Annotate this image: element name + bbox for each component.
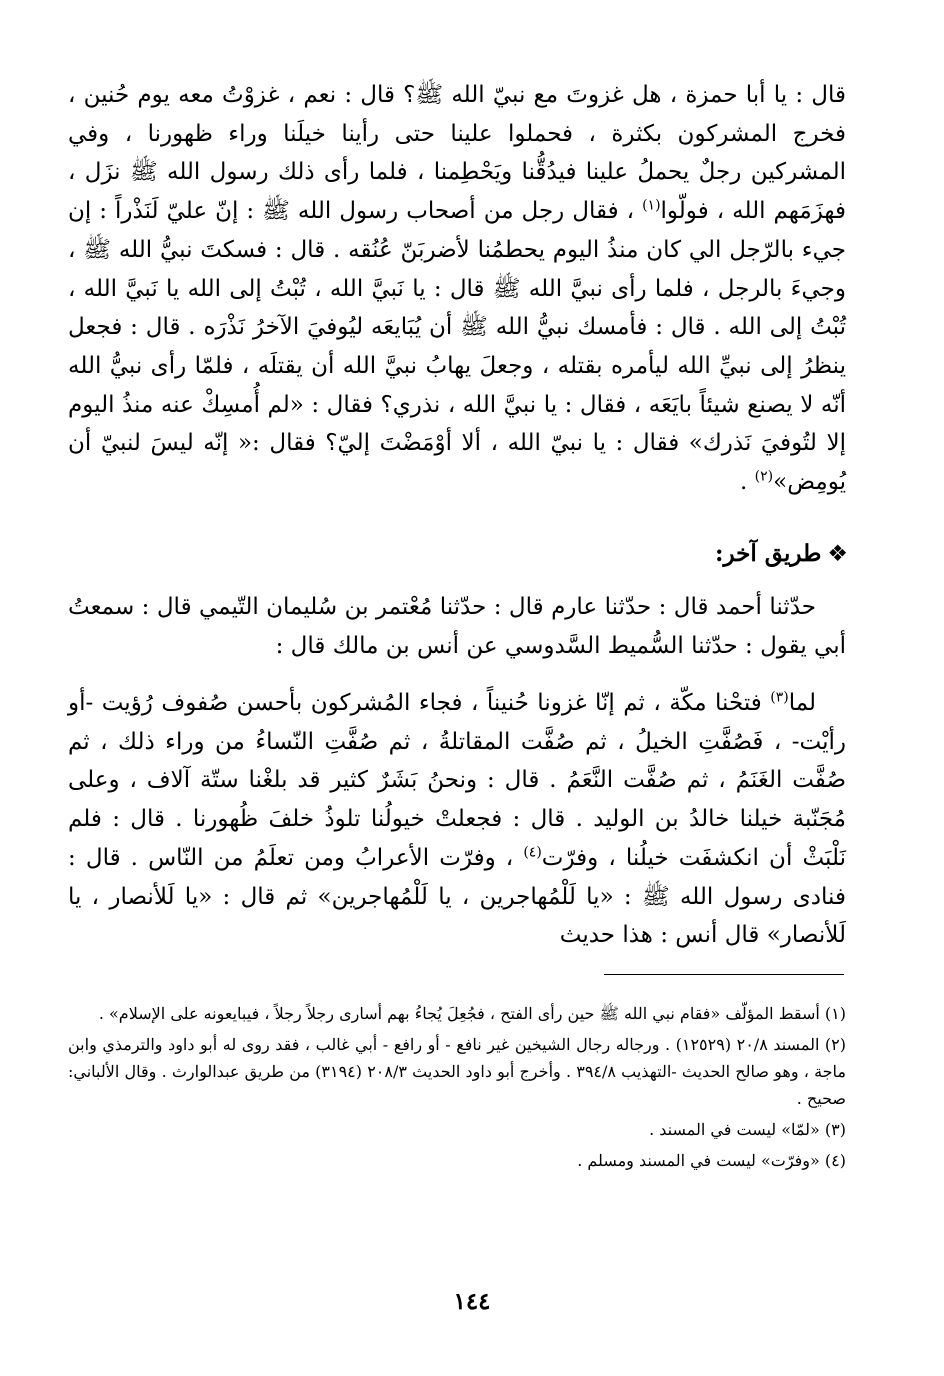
footnote-4: (٤) «وفرّت» ليست في المسند ومسلم . xyxy=(577,1151,846,1170)
footnote-1: (١) أسقط المؤلّف «فقام نبي الله ﷺ حين رأى الفتح ، فجُعِلَ يُجاءُ بهم أسارى رجلاً رجلاً ، فيبايعونه على الإسلام» . xyxy=(98,1004,846,1023)
main-text-block-2 xyxy=(68,588,846,665)
paragraph-end: ، وفرّت الأعرابُ ومن تعلَمُ من النّاس . قال : فنادى رسول الله ﷺ : «يا لَلْمُهاجرين ، يا لَلْمُهاجرين» ثم قال : «يا لَلأنصار ، يا لَلأنصار» قال أنس : هذا حديث xyxy=(68,844,846,949)
footnote-ref-3: (٣) xyxy=(770,689,789,706)
paragraph-text: فتحْنا مكّة ، ثم إنّا غزونا حُنيناً ، فجاء المُشركون بأحسن صُفوف رُؤيت -أو رأيْت- ، فَصُفَّتِ الخيلُ ، ثم صُفَّت المقاتلةُ ، ثم صُفَّتِ النّساءُ من وراء ذلك ، ثم صُفَّت الغَنَمُ ، ثم صُفَّت النَّعَمُ . قال : ونحنُ بَشَرٌ كثير قد بلغْنا ستّة آلاف ، وعلى مُجَنّبة خيلنا خالدُ بن الوليد . قال : فجعلتْ خيولُنا تلوذُ خلفَ ظُهورنا . قال : فلم نَلْبَثْ أن انكشفَت خيلُنا ، وفرّت xyxy=(68,690,846,871)
footnote-separator xyxy=(604,974,844,975)
paragraph-text: قال : يا أبا حمزة ، هل غزوتَ مع نبيّ الله ﷺ؟ قال : نعم ، غزوْتُ معه يوم حُنين ، فخرج المشركون بكثرة ، فحملوا علينا حتى رأينا خيلَنا وراء ظهورنا ، وفي المشركين رجلٌ يحملُ علينا فيدُقُّنا ويَحْطِمنا ، فلما رأى ذلك رسول الله ﷺ نزَل ، فهزَمَهم الله ، فولّوا xyxy=(68,82,846,225)
section-heading xyxy=(68,536,848,572)
footnote-ref-2: (٢) xyxy=(754,468,774,485)
footnote-ref-4: (٤) xyxy=(523,844,542,861)
footnotes xyxy=(68,1000,846,1178)
footnote-2: (٢) المسند ٢٠/٨ (١٢٥٢٩) . ورجاله رجال الشيخين غير نافع - أو رافع - أبي غالب ، فقد روى له أبو داود والترمذي وابن ماجة ، وهو صالح الحديث -التهذيب ٣٩٤/٨ . وأخرج أبو داود الحديث ٢٠٨/٣ (٣١٩٤) من طريق عبدالوارث . وقال الألباني: صحيح . xyxy=(68,1035,847,1108)
paragraph-end: . xyxy=(740,469,755,496)
section-heading-text: طريق آخر: xyxy=(715,540,822,567)
main-text-block-1 xyxy=(68,76,846,502)
footnote-ref-1: (١) xyxy=(642,197,661,214)
footnote-3: (٣) «لمّا» ليست في المسند . xyxy=(649,1120,846,1139)
page-number: ١٤٤ xyxy=(453,1288,491,1315)
hadith-paragraph xyxy=(68,76,846,502)
diamond-bullet-icon: ❖ xyxy=(827,541,848,567)
main-text-block-3 xyxy=(68,684,846,955)
isnad-paragraph: حدّثنا أحمد قال : حدّثنا عارم قال : حدّثنا مُعْتمر بن سُليمان التّيمي قال : سمعتُ أبي يقول : حدّثنا السُّميط السَّدوسي عن أنس بن مالك قال : xyxy=(68,594,846,659)
paragraph-start: لما xyxy=(788,690,816,716)
paragraph-text-continued: ، فقال رجل من أصحاب رسول الله ﷺ : إنّ عليّ لَنَذْراً : إن جيء بالرّجل الي كان منذُ اليوم يحطمُنا لأضربَنّ عُنُقه . قال : فسكتَ نبيُّ الله ﷺ ، وجيءَ بالرجل ، فلما رأى نبيَّ الله ﷺ قال : يا نَبيَّ الله ، تُبْتُ إلى الله يا نَبيَّ الله ، تُبْتُ إلى الله . قال : فأمسك نبيُّ الله ﷺ أن يُبَايعَه ليُوفيَ الآخرُ نَذْرَه . قال : فجعل ينظرُ إلى نبيِّ الله ليأمره بقتله ، وجعلَ يهابُ نبيَّ الله أن يقتلَه ، فلمّا رأى نبيُّ الله أنّه لا يصنع شيئاً بايَعَه ، فقال : يا نبيَّ الله ، نذري؟ فقال : «لم أُمسِكْ عنه منذُ اليوم إلا لتُوفيَ نَذرك» فقال : يا نبيّ الله ، ألا أوْمَضْتَ إليّ؟ فقال :« إنّه ليسَ لنبيّ أن يُومِض» xyxy=(68,198,846,496)
hadith-paragraph-2 xyxy=(68,684,846,955)
